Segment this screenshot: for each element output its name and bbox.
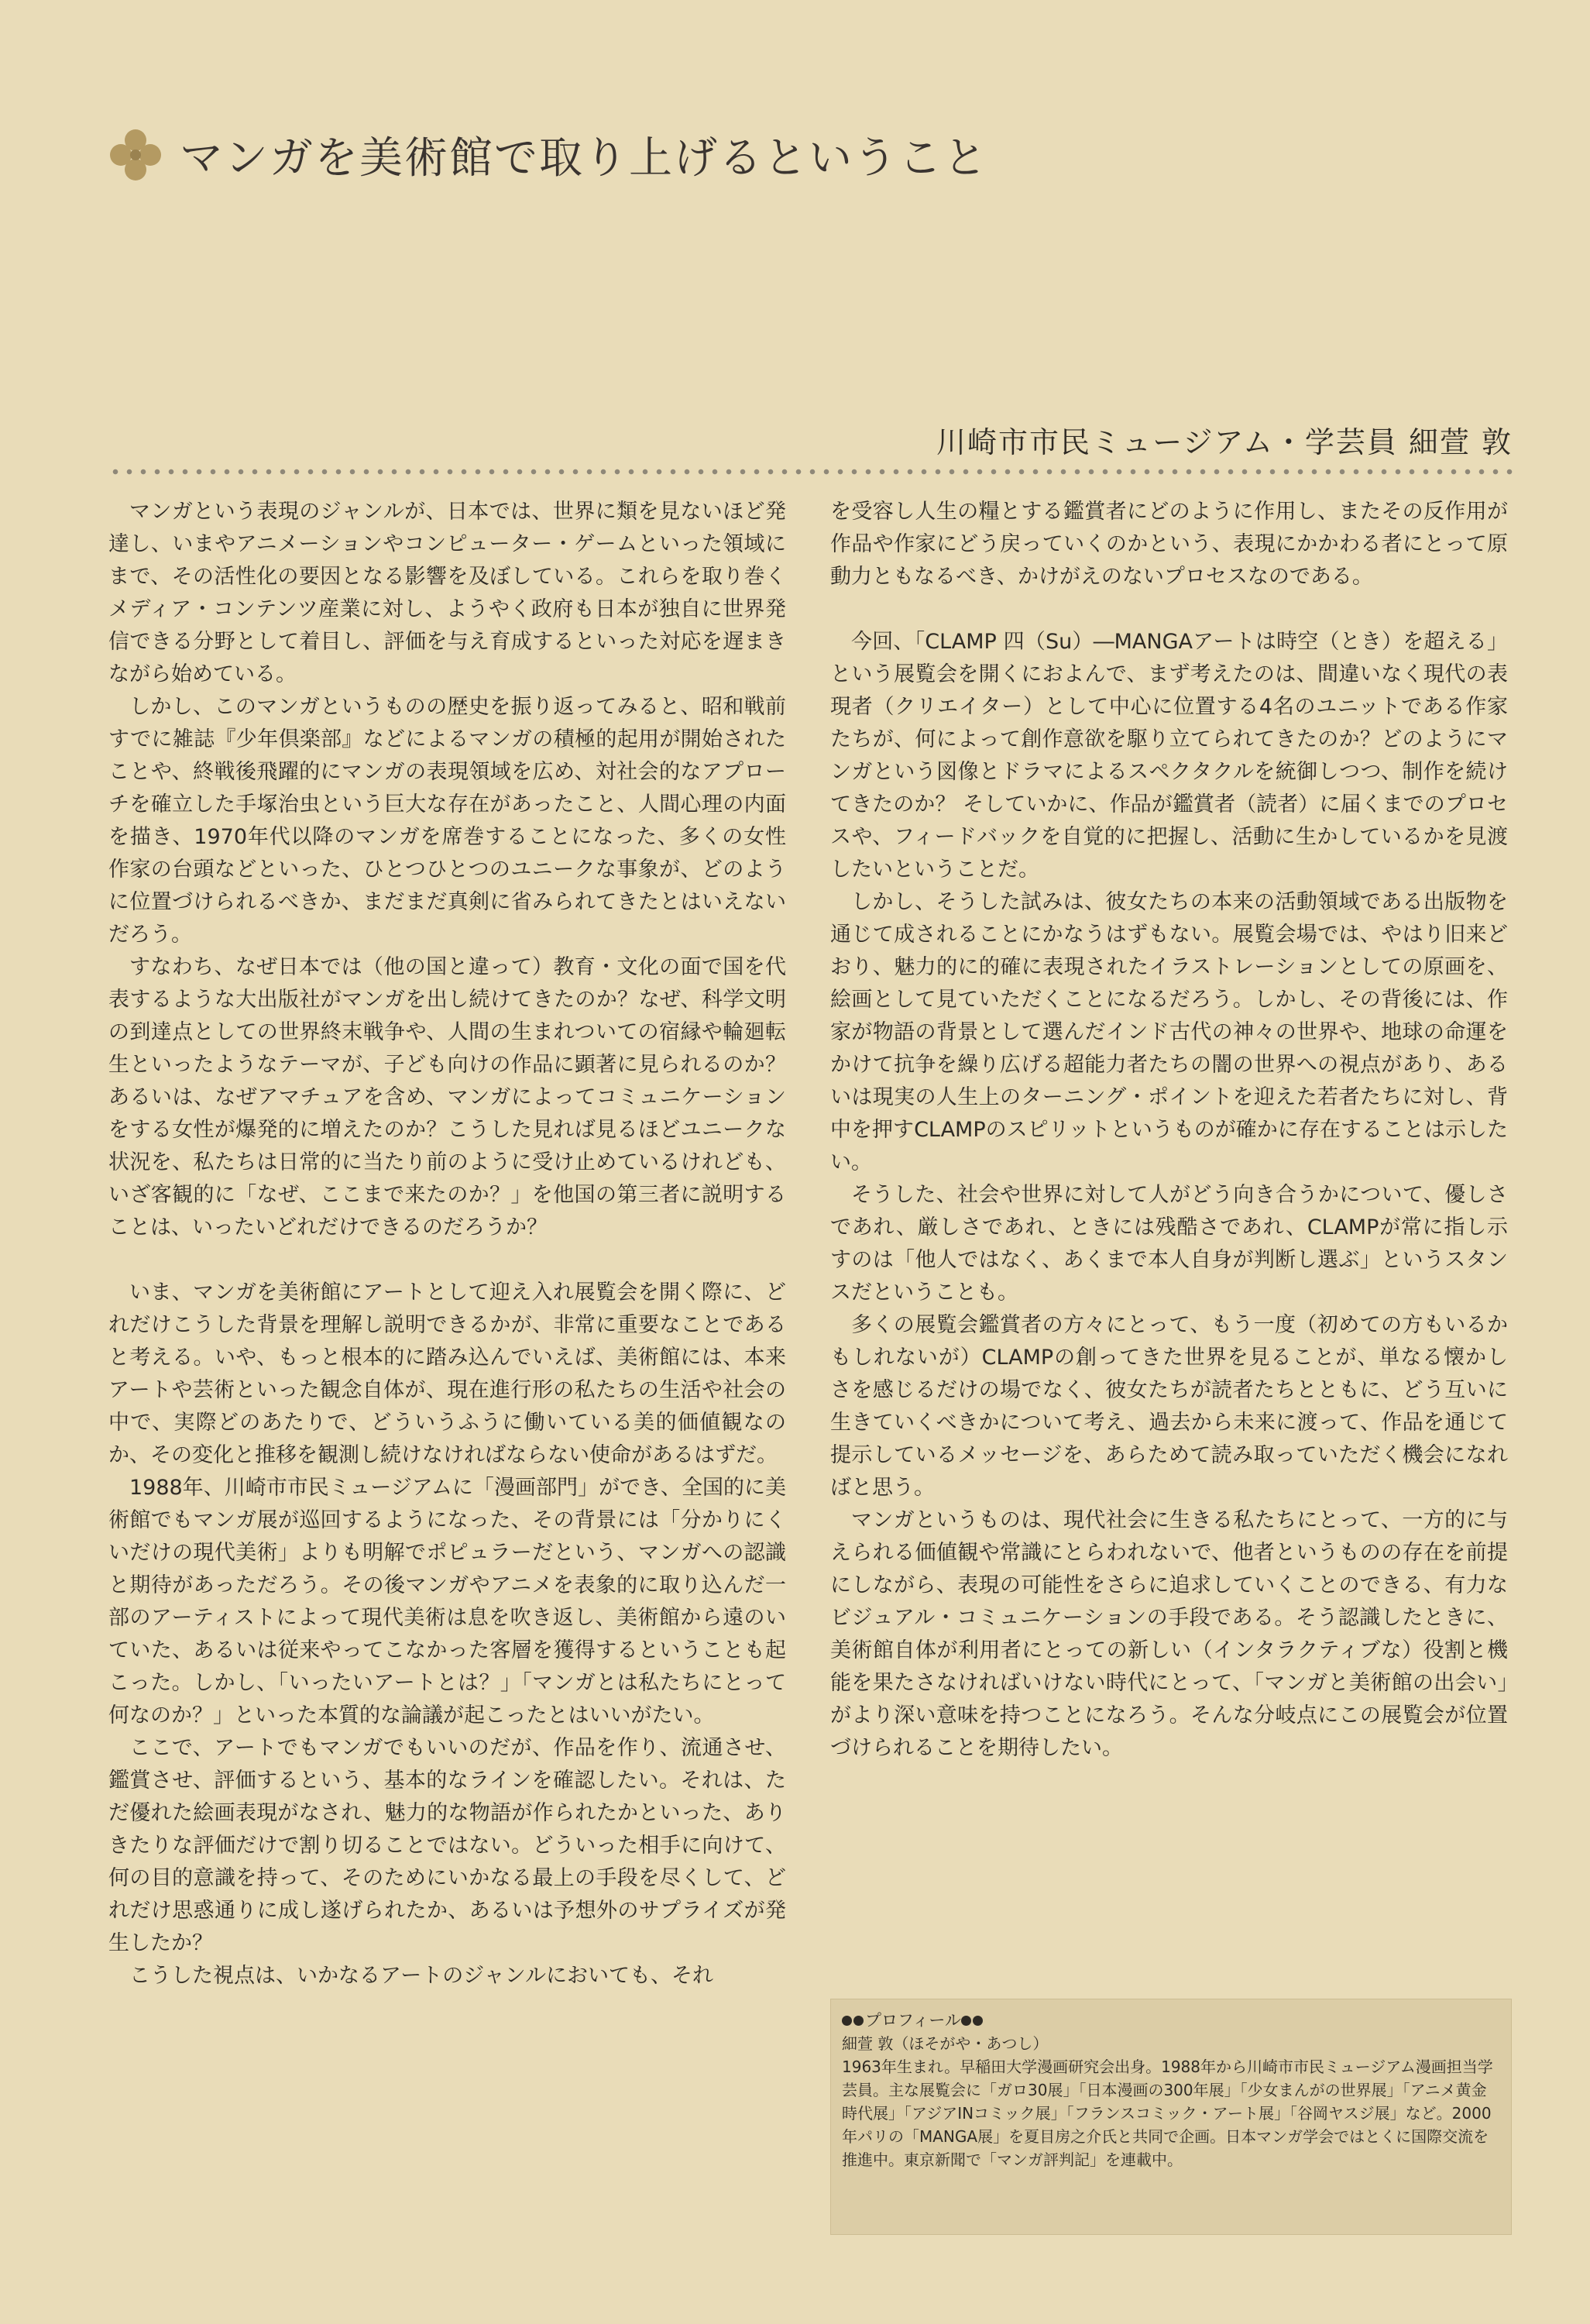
profile-name: 細萱 敦（ほそがや・あつし）: [842, 2034, 1049, 2053]
page-title: マンガを美術館で取り上げるということ: [180, 133, 988, 184]
dot-icon: [961, 2016, 971, 2026]
paragraph-gap: [830, 593, 1508, 626]
dot-icon: [853, 2016, 864, 2026]
paragraph: いま、マンガを美術館にアートとして迎え入れ展覧会を開く際に、どれだけこうした背景を理解し説明できるかが、非常に重要なことであると考える。いや、もっと根本的に踏み込んでいえば、美術館には、本来アートや芸術といった観念自体が、現在進行形の私たちの生活や社会の中で、実際どのあたりで、どういうふうに働いている美的価値観なのか、その変化と推移を観測し続けなければならない使命があるはずだ。: [108, 1281, 786, 1467]
profile-bio: 1963年生まれ。早稲田大学漫画研究会出身。1988年から川崎市市民ミュージアム漫画担当学芸員。主な展覧会に「ガロ30展」「日本漫画の300年展」「少女まんがの世界展」「アニメ黄金時代展」「アジアINコミック展」「フランスコミック・アート展」「谷岡ヤスジ展」など。2000年パリの「MANGA展」を夏目房之介氏と共同で企画。日本マンガ学会ではとくに国際交流を推進中。東京新聞で「マンガ評判記」を連載中。: [842, 2058, 1493, 2169]
left-column: [108, 496, 786, 1992]
profile-heading: [842, 2009, 1500, 2032]
paragraph: 1988年、川崎市市民ミュージアムに「漫画部門」ができ、全国的に美術館でもマンガ展が巡回するようになった、その背景には「分かりにくいだけの現代美術」よりも明解でポピュラーだという、マンガへの認識と期待があっただろう。その後マンガやアニメを表象的に取り込んだ一部のアーティストによって現代美術は息を吹き返し、美術館から遠のいていた、あるいは従来やってこなかった客層を獲得するということも起こった。しかし、「いったいアートとは？」「マンガとは私たちにとって何なのか？」といった本質的な論議が起こったとはいいがたい。: [108, 1476, 786, 1728]
paragraph: 今回、「CLAMP 四（Su）―MANGAアートは時空（とき）を超える」という展覧会を開くにおよんで、まず考えたのは、間違いなく現代の表現者（クリエイター）として中心に位置する4名のユニットである作家たちが、何によって創作意欲を駆り立てられてきたのか？どのようにマンガという図像とドラマによるスペクタクルを統御しつつ、制作を続けてきたのか？ そしていかに、作品が鑑賞者（読者）に届くまでのプロセスや、フィードバックを自覚的に把握し、活動に生かしているかを見渡したいということだ。: [830, 630, 1508, 882]
paragraph: を受容し人生の糧とする鑑賞者にどのように作用し、またその反作用が作品や作家にどう戻っていくのかという、表現にかかわる者にとって原動力ともなるべき、かけがえのないプロセスなのである。: [830, 500, 1508, 589]
paragraph: 多くの展覧会鑑賞者の方々にとって、もう一度（初めての方もいるかもしれないが）CLAMPの創ってきた世界を見ることが、単なる懐かしさを感じるだけの場でなく、彼女たちが読者たちとともに、どう互いに生きていくべきかについて考え、過去から未来に渡って、作品を通じて提示しているメッセージを、あらためて読み取っていただく機会になればと思う。: [830, 1313, 1508, 1500]
paragraph: こうした視点は、いかなるアートのジャンルにおいても、それ: [129, 1964, 713, 1988]
paragraph: マンガというものは、現代社会に生きる私たちにとって、一方的に与えられる価値観や常識にとらわれないで、他者というものの存在を前提にしながら、表現の可能性をさらに追求していくことのできる、有力なビジュアル・コミュニケーションの手段である。そう認識したときに、美術館自体が利用者にとっての新しい（インタラクティブな）役割と機能を果たさなければいけない時代にとって、「マンガと美術館の出会い」がより深い意味を持つことになろう。そんな分岐点にこの展覧会が位置づけられることを期待したい。: [830, 1508, 1508, 1760]
profile-heading-label: プロフィール: [865, 2011, 961, 2030]
paragraph: しかし、このマンガというものの歴史を振り返ってみると、昭和戦前すでに雑誌『少年倶楽部』などによるマンガの積極的起用が開始されたことや、終戦後飛躍的にマンガの表現領域を広め、対社会的なアプローチを確立した手塚治虫という巨大な存在があったこと、人間心理の内面を描き、1970年代以降のマンガを席巻することになった、多くの女性作家の台頭などといった、ひとつひとつのユニークな事象が、どのように位置づけられるべきか、まだまだ真剣に省みられてきたとはいえないだろう。: [108, 695, 786, 947]
paragraph: そうした、社会や世界に対して人がどう向き合うかについて、優しさであれ、厳しさであれ、ときには残酷さであれ、CLAMPが常に指し示すのは「他人ではなく、あくまで本人自身が判断し選ぶ」というスタンスだということも。: [830, 1183, 1508, 1305]
paragraph: マンガという表現のジャンルが、日本では、世界に類を見ないほど発達し、いまやアニメーションやコンピューター・ゲームといった領域にまで、その活性化の要因となる影響を及ぼしている。これらを取り巻くメディア・コンテンツ産業に対し、ようやく政府も日本が独自に世界発信できる分野として着目し、評価を与え育成するといった対応を遅まきながら始めている。: [108, 500, 786, 686]
author-byline: 川崎市市民ミュージアム・学芸員 細萱 敦: [936, 425, 1513, 459]
paragraph: ここで、アートでもマンガでもいいのだが、作品を作り、流通させ、鑑賞させ、評価するという、基本的なラインを確認したい。それは、ただ優れた絵画表現がなされ、魅力的な物語が作られたかといった、ありきたりな評価だけで割り切ることではない。どういった相手に向けて、何の目的意識を持って、そのためにいかなる最上の手段を尽くして、どれだけ思惑通りに成し遂げられたか、あるいは予想外のサプライズが発生したか？: [108, 1736, 786, 1955]
paragraph: すなわち、なぜ日本では（他の国と違って）教育・文化の面で国を代表するような大出版社がマンガを出し続けてきたのか？なぜ、科学文明の到達点としての世界終末戦争や、人間の生まれついての宿縁や輪廻転生といったようなテーマが、子ども向けの作品に顕著に見られるのか？あるいは、なぜアマチュアを含め、マンガによってコミュニケーションをする女性が爆発的に増えたのか？こうした見れば見るほどユニークな状況を、私たちは日常的に当たり前のように受け止めているけれども、いざ客観的に「なぜ、ここまで来たのか？」を他国の第三者に説明することは、いったいどれだけできるのだろうか？: [108, 955, 786, 1239]
clover-icon: [108, 128, 163, 182]
title-row: [108, 124, 988, 186]
dot-icon: [973, 2016, 983, 2026]
paragraph-gap: [108, 1244, 786, 1277]
dot-icon: [842, 2016, 852, 2026]
paragraph: しかし、そうした試みは、彼女たちの本来の活動領域である出版物を通じて成されることにかなうはずもない。展覧会場では、やはり旧来どおり、魅力的に的確に表現されたイラストレーションとしての原画を、絵画として見ていただくことになるだろう。しかし、その背後には、作家が物語の背景として選んだインド古代の神々の世界や、地球の命運をかけて抗争を繰り広げる超能力者たちの闇の世界への視点があり、あるいは現実の人生上のターニング・ポイントを迎えた若者たちに対し、背中を押すCLAMPのスピリットというものが確かに存在することは示したい。: [830, 890, 1508, 1174]
right-column: [830, 496, 1508, 1765]
dotted-divider: [108, 469, 1518, 475]
profile-box: [830, 1999, 1512, 2235]
